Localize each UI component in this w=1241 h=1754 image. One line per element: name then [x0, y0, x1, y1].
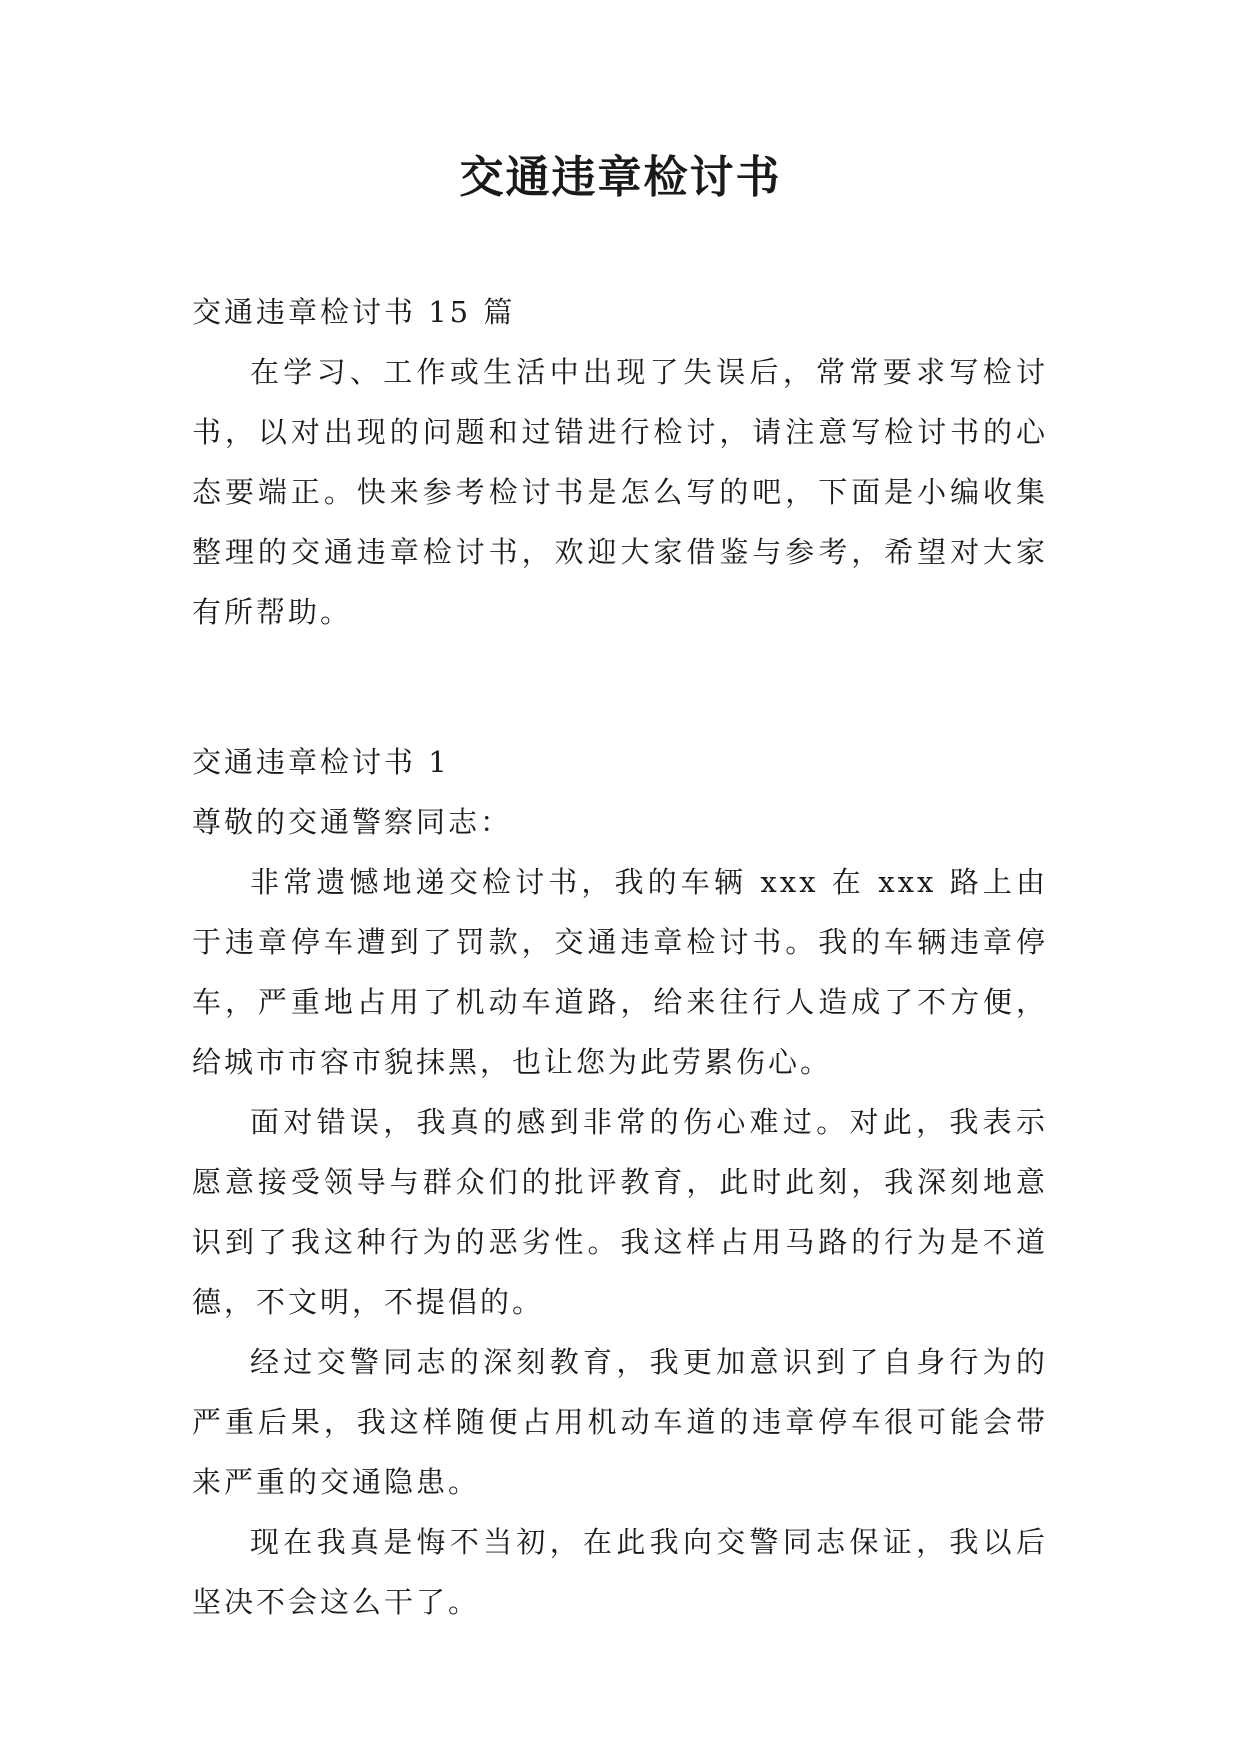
body-paragraph: 经过交警同志的深刻教育，我更加意识到了自身行为的严重后果，我这样随便占用机动车道的违章停车很可能会带来严重的交通隐患。 — [192, 1345, 1048, 1499]
collection-subtitle: 交通违章检讨书 15 篇 — [192, 295, 516, 329]
body-paragraph: 非常遗憾地递交检讨书，我的车辆 xxx 在 xxx 路上由于违章停车遭到了罚款，交通违章检讨书。我的车辆违章停车，严重地占用了机动车道路，给来往行人造成了不方便，给城市市容市貌抹黑，也让您为此劳累伤心。 — [192, 865, 1048, 1079]
body-paragraph: 现在我真是悔不当初，在此我向交警同志保证，我以后坚决不会这么干了。 — [192, 1525, 1048, 1619]
body-paragraph: 面对错误，我真的感到非常的伤心难过。对此，我表示愿意接受领导与群众们的批评教育，此时此刻，我深刻地意识到了我这种行为的恶劣性。我这样占用马路的行为是不道德，不文明，不提倡的。 — [192, 1105, 1048, 1319]
salutation: 尊敬的交通警察同志： — [192, 805, 513, 839]
document-body — [192, 282, 1048, 1632]
document-title: 交通违章检讨书 — [459, 152, 782, 203]
intro-paragraph: 在学习、工作或生活中出现了失误后，常常要求写检讨书，以对出现的问题和过错进行检讨，请注意写检讨书的心态要端正。快来参考检讨书是怎么写的吧，下面是小编收集整理的交通违章检讨书，欢迎大家借鉴与参考，希望对大家有所帮助。 — [192, 355, 1048, 629]
section-spacer — [192, 642, 1048, 732]
section-heading: 交通违章检讨书 1 — [192, 745, 450, 779]
